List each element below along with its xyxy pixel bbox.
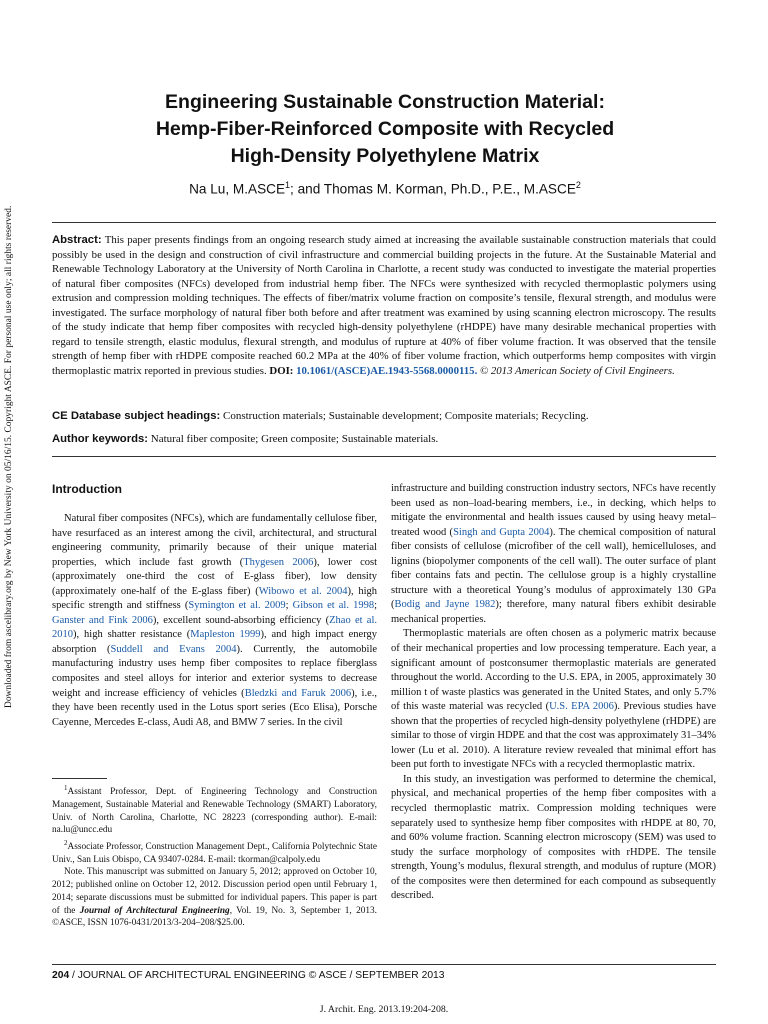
download-notice-text: Downloaded from ascelibrary.org by New York University on 05/16/15. Copyright ASCE. For personal use only; all rights reserved. xyxy=(4,205,14,708)
abstract-label: Abstract: xyxy=(52,234,102,246)
citation-link[interactable]: Ganster and Fink 2006 xyxy=(52,614,153,626)
footnote-divider xyxy=(52,778,107,779)
left-column xyxy=(52,512,377,730)
intro-paragraph: Natural fiber composites (NFCs), which are fundamentally cellulose fiber, have resurfaced as an interest among the civil, architectural, and structural engineering community, primarily because of their unique material properties, which include fast growth (Thygesen 2006), lower cost (approximately one-third the cost of E-glass fiber), low density (approximately one-half of the E-glass fiber) (Wibowo et al. 2004), high specific strength and stiffness (Symington et al. 2009; Gibson et al. 1998; Ganster and Fink 2006), excellent sound-absorbing efficiency (Zhao et al. 2010), high shatter resistance (Mapleston 1999), and high impact energy absorption (Suddell and Evans 2004). Currently, the automobile manufacturing industry uses hemp fiber composites to replace fiberglass composites and steel alloys for interior and exterior systems to decrease weight and increase efficiency of vehicles (Bledzki and Faruk 2006), i.e., they have been recently used in the Lotus sport series (Eco Elisa), Porsche Cayenne, Mercedes E-class, Audi A8, and BMW 7 series. In the civil xyxy=(52,513,378,728)
footnote-2: $^2$Associate Professor, Construction Management Dept., California Polytechnic State Univ., San Luis Obispo, CA 93407-0284. E-mail: tkorman@calpoly.edu xyxy=(52,838,377,865)
citation-link[interactable]: Singh and Gupta 2004 xyxy=(453,526,550,538)
doi-link[interactable]: 10.1061/(ASCE)AE.1943-5568.0000115. xyxy=(296,364,478,377)
paragraph-thermoplastic: Thermoplastic materials are often chosen as a polymeric matrix because of their mechanical properties and low processing temperature. Each year, a significant amount of postconsumer thermoplastic materials are generated throughout the world. According to the U.S. EPA, in 2005, approximately 30 million t of waste plastics was generated in the United States, and only 5.7% of this waste material was recycled (U.S. EPA 2006). Previous studies have shown that the properties of recycled high-density polyethylene (rHDPE) are similar to those of virgin HDPE and that the cost was approximately 31–34% lower (Lu et al. 2010). A literature review revealed that minimal effort has been put forth to investigate NFCs with a recycled thermoplastic matrix. xyxy=(391,628,716,771)
citation-link[interactable]: Symington et al. 2009 xyxy=(188,600,286,612)
citation-link[interactable]: U.S. EPA 2006 xyxy=(549,701,614,713)
footer-divider xyxy=(52,964,716,965)
right-column xyxy=(391,482,716,904)
ce-headings-label: CE Database subject headings: xyxy=(52,410,221,422)
citation-link[interactable]: Bledzki and Faruk 2006 xyxy=(244,687,352,699)
paragraph-continued: infrastructure and building construction industry sectors, NFCs have recently been used as non–load-bearing members, i.e., in decking, which helps to mitigate the environmental and health issues caused by using heavy metal–treated wood (Singh and Gupta 2004). The chemical composition of natural fiber consists of cellulose (microfiber of the cell wall), hemicelluloses, and lignins (biopolymer components of the cell wall). The outer surface of plant fiber contains fats and pectin. The cellulose group is a highly crystalline structure with a theoretical Young’s modulus of approximately 130 GPa (Bodig and Jayne 1982); therefore, many natural fibers exhibit desirable mechanical properties. xyxy=(391,483,717,625)
keywords-label: Author keywords: xyxy=(52,433,149,445)
page-number: 204 xyxy=(52,970,70,981)
submission-note: Note. This manuscript was submitted on January 5, 2012; approved on October 10, 2012; published online on October 12, 2012. Discussion period open until February 1, 2014; separate discussions must be submitted for individual papers. This paper is part of the Journal of Architectural Engineering, Vol. 19, No. 3, September 1, 2013. ©ASCE, ISSN 1076-0431/2013/3-204–208/$25.00. xyxy=(52,867,377,929)
citation-link[interactable]: Bodig and Jayne 1982 xyxy=(394,599,496,611)
keywords-text: Natural fiber composite; Green composite; Sustainable materials. xyxy=(150,433,439,445)
top-divider xyxy=(52,222,716,223)
abstract xyxy=(52,233,716,378)
citation-link[interactable]: Mapleston 1999 xyxy=(190,629,261,641)
title-line-1: Engineering Sustainable Construction Material: xyxy=(165,91,605,113)
author-line xyxy=(60,180,710,197)
paragraph-study: In this study, an investigation was performed to determine the chemical, physical, and mechanical properties of the hemp fiber composites with a recycled thermoplastic matrix. Compression molding techniques were separately used to synthesize hemp fiber composites with rHDPE at 80, 70, and 60% volume fraction. Scanning electron microscopy (SEM) was used to study the surface morphology of composites with rHDPE. The tensile strength, Young’s modulus, flexural strength, and modulus of rupture (MOR) of the composites were then determined for each compound as subsequently described. xyxy=(391,773,716,902)
header-divider xyxy=(52,456,716,457)
author-1: Na Lu, M.ASCE xyxy=(189,181,286,197)
footer-journal: / JOURNAL OF ARCHITECTURAL ENGINEERING © ASCE / SEPTEMBER 2013 xyxy=(69,970,445,981)
doi-label: DOI: xyxy=(269,364,294,377)
paper-title xyxy=(60,89,710,170)
abstract-text: This paper presents findings from an ongoing research study aimed at increasing the available sustainable construction materials that could possibly be used in the design and construction of civil infrastructure and commercial building projects in the future. At the Sustainable Material and Renewable Technology Laboratory at the University of North Carolina in Charlotte, a recent study was conducted to investigate the material properties of natural fiber composites (NFCs) developed from industrial hemp fiber. The NFCs were synthesized with recycled thermoplastic polymers using extrusion and compression molding techniques. The effects of fiber/matrix volume fraction on composite’s tensile, flexural strength, and modulus were investigated. The surface morphology of natural fiber both before and after treatment was examined by using scanning electron microscopy. The results of the study indicate that hemp fiber composites with recycled high-density polyethylene (rHDPE) have many desirable mechanical properties with regard to tensile strength, elastic modulus, flexural strength, and modulus of rupture at 40% of fiber volume fraction. It was observed that the tensile strength of hemp fiber with rHDPE composite reached 60.2 MPa at the 40% of fiber volume fraction, which outperforms hemp composites with virgin thermoplastic matrix reported in previous studies. xyxy=(52,234,716,377)
journal-name: Journal of Architectural Engineering xyxy=(79,905,230,916)
citation-link[interactable]: Gibson et al. 1998 xyxy=(292,600,375,612)
page-footer xyxy=(52,970,445,981)
abstract-copyright: © 2013 American Society of Civil Engineers. xyxy=(479,364,675,377)
section-heading-introduction: Introduction xyxy=(52,482,122,496)
footnote-1: $^1$Assistant Professor, Dept. of Engineering Technology and Construction Management, Sustainable Material and Renewable Technology (SMART) Laboratory, Univ. of North Carolina, Charlotte, NC 28223 (corresponding author). E-mail: na.lu@uncc.edu xyxy=(52,784,377,836)
citation-link[interactable]: Zhao et al. 2010 xyxy=(52,614,377,641)
title-line-2: Hemp-Fiber-Reinforced Composite with Recycled xyxy=(155,118,615,140)
citation-link[interactable]: Thygesen 2006 xyxy=(243,556,314,568)
citation-line: J. Archit. Eng. 2013.19:204-208. xyxy=(319,1004,449,1015)
footnotes xyxy=(52,782,377,930)
title-line-3: High-Density Polyethylene Matrix xyxy=(230,145,540,167)
citation-link[interactable]: Suddell and Evans 2004 xyxy=(110,643,237,655)
ce-subject-headings xyxy=(52,410,716,422)
author-keywords xyxy=(52,433,716,445)
citation-link[interactable]: Wibowo et al. 2004 xyxy=(258,585,348,597)
author-2-affiliation-mark: 2 xyxy=(575,180,581,190)
author-1-affiliation-mark: 1 xyxy=(285,180,291,190)
author-2: ; and Thomas M. Korman, Ph.D., P.E., M.ASCE xyxy=(290,181,576,197)
download-sidebar-note xyxy=(2,205,16,710)
ce-headings-text: Construction materials; Sustainable development; Composite materials; Recycling. xyxy=(223,410,589,422)
